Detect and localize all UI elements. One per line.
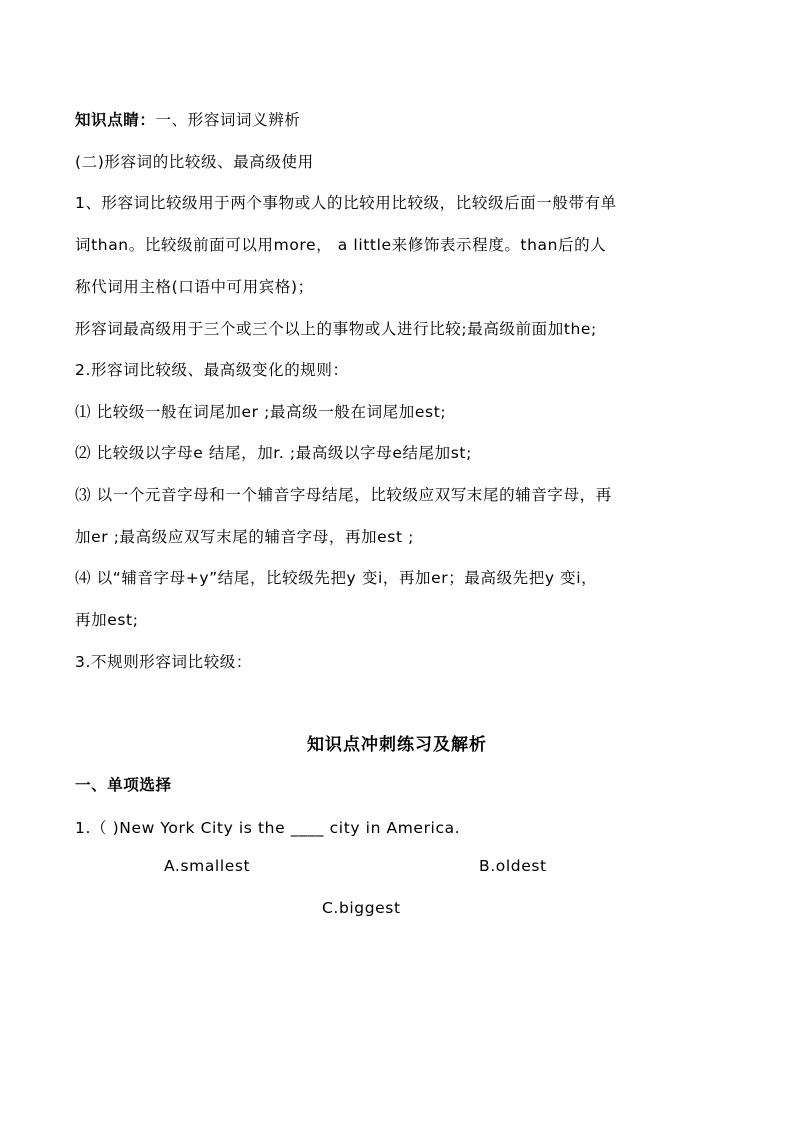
option-a: A.smallest [164, 857, 251, 875]
paragraph-2: 形容词最高级用于三个或三个以上的事物或人进行比较;最高级前面加the; [75, 320, 597, 338]
question-1: 1.（ )New York City is the ____ city in America. [75, 819, 461, 837]
rule-3-line-2: 加er ;最高级应双写末尾的辅音字母，再加est ; [75, 528, 414, 546]
rule-4-line-2: 再加est; [75, 611, 139, 629]
paragraph-1-line-1: 1、形容词比较级用于两个事物或人的比较用比较级，比较级后面一般带有单 [75, 194, 617, 212]
rule-2: ⑵ 比较级以字母e 结尾，加r. ;最高级以字母e结尾加st; [75, 444, 472, 462]
practice-title: 知识点冲刺练习及解析 [307, 735, 487, 755]
rules-heading: 2.形容词比较级、最高级变化的规则： [75, 361, 349, 379]
heading-text: 一、形容词词义辨析 [155, 111, 301, 129]
part-heading: 一、单项选择 [75, 775, 172, 794]
rule-4-line-1: ⑷ 以“辅音字母+y”结尾，比较级先把y 变i，再加er；最高级先把y 变i， [75, 569, 598, 587]
heading-label: 知识点睛： [75, 111, 156, 129]
rule-1: ⑴ 比较级一般在词尾加er ;最高级一般在词尾加est; [75, 403, 447, 421]
rule-3-line-1: ⑶ 以一个元音字母和一个辅音字母结尾，比较级应双写末尾的辅音字母，再 [75, 486, 612, 504]
irregular-heading: 3.不规则形容词比较级： [75, 653, 252, 671]
option-b: B.oldest [479, 857, 547, 875]
subheading: (二)形容词的比较级、最高级使用 [75, 153, 314, 171]
paragraph-1-line-3: 称代词用主格(口语中可用宾格)； [75, 278, 314, 296]
paragraph-1-line-2: 词than。比较级前面可以用more， a little来修饰表示程度。than后的人 [75, 236, 607, 254]
knowledge-heading [75, 108, 300, 130]
option-c: C.biggest [322, 899, 401, 917]
